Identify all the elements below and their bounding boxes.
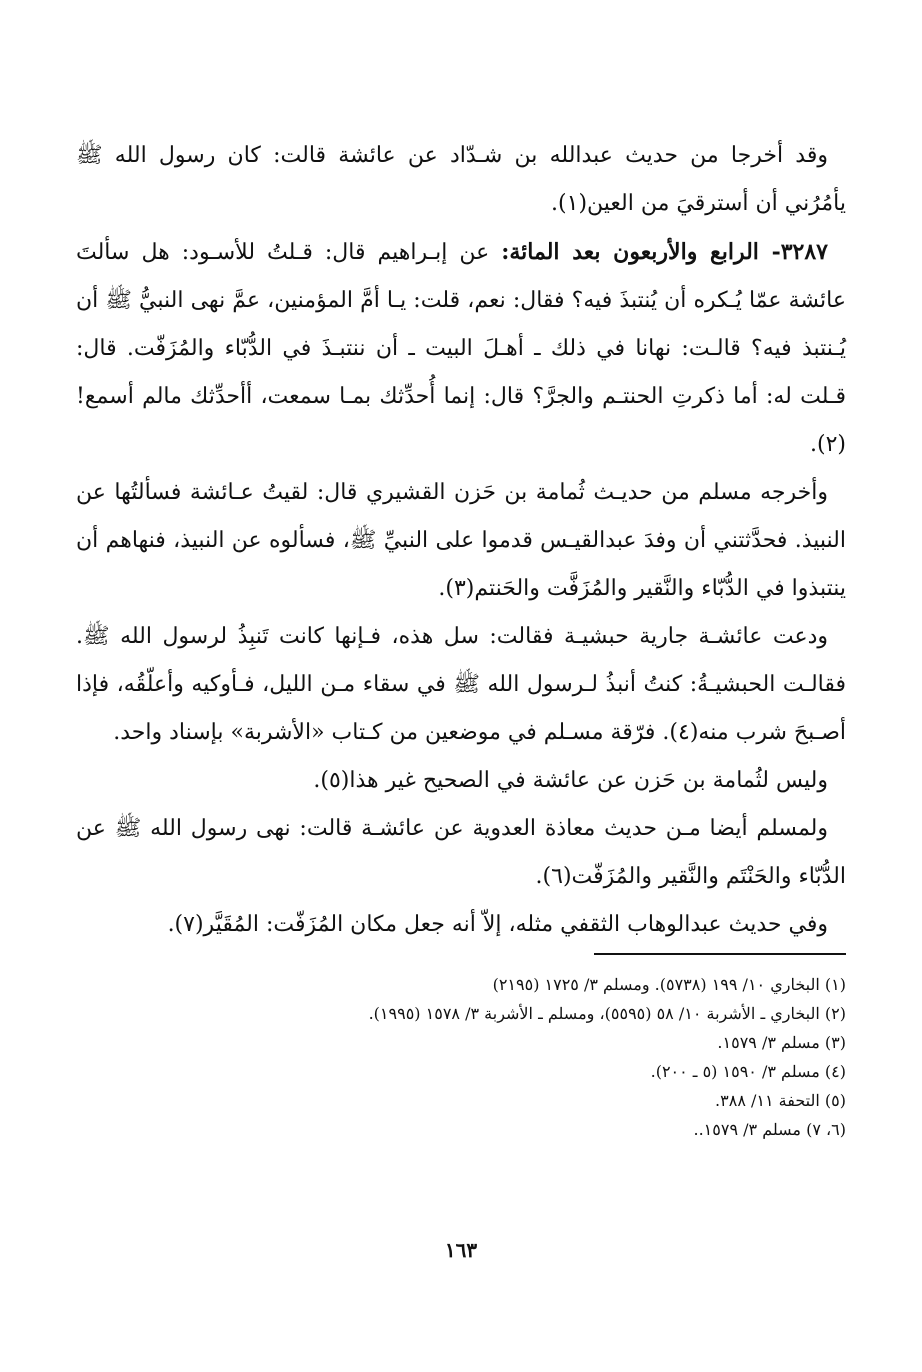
footnote-2: (٢) البخاري ـ الأشربة ١٠/ ٥٨ (٥٥٩٥)، ومسلم ـ الأشربة ٣/ ١٥٧٨ (١٩٩٥). <box>368 1004 846 1023</box>
paragraph-3: وأخرجه مسلم من حديـث ثُمامة بن حَزن القشيري قال: لقيتُ عـائشة فسألتُها عن النبيذ. فحدَّثتني أن وفدَ عبدالقيـس قدموا على النبيِّ ﷺ، فسألوه عن النبيذ، فنهاهم أن ينتبذوا في الدُّبّاء والنَّقير والمُزَفَّت والحَنتم(٣). <box>76 480 846 601</box>
footnote-1: (١) البخاري ١٠/ ١٩٩ (٥٧٣٨). ومسلم ٣/ ١٧٢٥ (٢١٩٥) <box>492 975 846 994</box>
page-number: ١٦٣ <box>444 1238 478 1262</box>
paragraph-2-text: عن إبـراهيم قال: قـلتُ للأسـود: هل سألتَ عائشة عمّا يُـكره أن يُنتبذَ فيه؟ فقال: نعم، قلت: يـا أمَّ المؤمنين، عمَّ نهى النبيُّ ﷺ أن يُـنتبذ فيه؟ قالـت: نهانا في ذلك ـ أهـلَ البيت ـ أن ننتبـذَ في الدُّبّاء والمُزَفّت. قال: قـلت له: أما ذكرتِ الحنتـم والجرَّ؟ قال: إنما أُحدِّثك بمـا سمعت، أأحدِّثك مالم أسمع!(٢). <box>76 240 846 457</box>
footnotes <box>76 970 846 1144</box>
footnote-6-7: (٦، ٧) مسلم ٣/ ١٥٧٩.. <box>693 1120 846 1139</box>
paragraph-4: ودعت عائشـة جارية حبشيـة فقالت: سل هذه، فـإنها كانت تَنبِذُ لرسول الله ﷺ. فقالـت الحبشيـةُ: كنتُ أنبذُ لـرسول الله ﷺ في سقاء مـن الليل، فـأوكيه وأعلّقُه، فإذا أصـبحَ شرب منه(٤). فرّقة مسـلم في موضعين من كـتاب «الأشربة» بإسناد واحد. <box>76 624 846 745</box>
main-text <box>76 132 846 949</box>
footnote-3: (٣) مسلم ٣/ ١٥٧٩. <box>717 1033 846 1052</box>
footnote-4: (٤) مسلم ٣/ ١٥٩٠ (٥ ـ ٢٠٠). <box>650 1062 846 1081</box>
paragraph-2 <box>76 228 846 469</box>
footnote-divider <box>594 953 846 955</box>
paragraph-7: وفي حديث عبدالوهاب الثقفي مثله، إلاّ أنه جعل مكان المُزَفّت: المُقَيَّر(٧). <box>167 912 828 937</box>
hadith-heading: ٣٢٨٧- الرابع والأربعون بعد المائة: <box>501 239 828 265</box>
footnote-5: (٥) التحفة ١١/ ٣٨٨. <box>715 1091 846 1110</box>
paragraph-5: وليس لثُمامة بن حَزن عن عائشة في الصحيح غير هذا(٥). <box>313 768 828 793</box>
paragraph-1: وقد أخرجا من حديث عبدالله بن شـدّاد عن عائشة قالت: كان رسول الله ﷺ يأمُرُني أن أسترقيَ من العين(١). <box>76 143 846 216</box>
paragraph-6: ولمسلم أيضا مـن حديث معاذة العدوية عن عائشـة قالت: نهى رسول الله ﷺ عن الدُّبّاء والحَنْتَم والنَّقير والمُزَفّت(٦). <box>76 816 846 889</box>
